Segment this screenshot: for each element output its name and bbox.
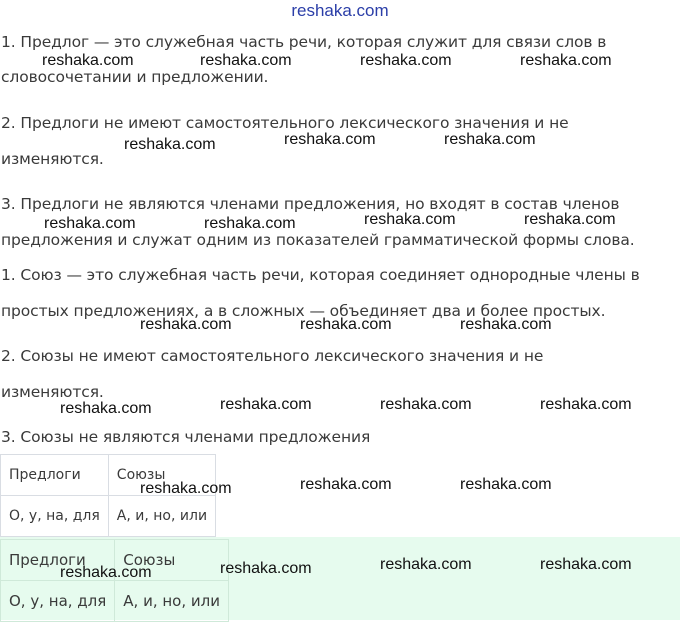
watermark: reshaka.com (140, 316, 232, 333)
watermark: reshaka.com (520, 52, 612, 69)
watermark: reshaka.com (42, 52, 134, 69)
table-header-cell: Союзы (115, 540, 229, 581)
table-header-cell: Союзы (108, 455, 215, 496)
watermark: reshaka.com (540, 556, 632, 573)
watermark: reshaka.com (140, 480, 232, 497)
watermark: reshaka.com (364, 211, 456, 228)
text-line: 2. Союзы не имеют самостоятельного лексического значения и не (1, 347, 544, 365)
watermark: reshaka.com (60, 564, 152, 581)
watermark: reshaka.com (460, 316, 552, 333)
table-cell: А, и, но, или (115, 581, 229, 622)
table-header-cell: Предлоги (1, 540, 115, 581)
table-cell: О, у, на, для (1, 496, 109, 537)
text-line: изменяются. (1, 150, 104, 168)
text-line: 1. Союз — это служебная часть речи, которая соединяет однородные члены в (1, 266, 640, 284)
text-line: предложения и служат одним из показателей грамматической формы слова. (1, 231, 635, 249)
watermark: reshaka.com (540, 396, 632, 413)
site-header-link[interactable]: reshaka.com (291, 1, 389, 20)
text-line: 3. Союзы не являются членами предложения (1, 428, 371, 446)
watermark: reshaka.com (44, 215, 136, 232)
watermark: reshaka.com (300, 316, 392, 333)
watermark: reshaka.com (360, 52, 452, 69)
table-header-cell: Предлоги (1, 455, 109, 496)
watermark: reshaka.com (124, 136, 216, 153)
table-cell: А, и, но, или (108, 496, 215, 537)
table-cell: О, у, на, для (1, 581, 115, 622)
watermark: reshaka.com (200, 52, 292, 69)
watermark: reshaka.com (380, 556, 472, 573)
text-line: 1. Предлог — это служебная часть речи, которая служит для связи слов в (1, 33, 607, 51)
watermark: reshaka.com (220, 560, 312, 577)
text-line: 3. Предлоги не являются членами предложения, но входят в состав членов (1, 195, 620, 213)
text-line: простых предложениях, а в сложных — объединяет два и более простых. (1, 302, 606, 320)
watermark: reshaka.com (220, 396, 312, 413)
table-row (1, 496, 216, 537)
text-line: 2. Предлоги не имеют самостоятельного лексического значения и не (1, 114, 569, 132)
table-row (1, 581, 229, 622)
watermark: reshaka.com (284, 131, 376, 148)
watermark: reshaka.com (444, 131, 536, 148)
text-line: словосочетании и предложении. (1, 68, 269, 86)
watermark: reshaka.com (60, 400, 152, 417)
watermark: reshaka.com (204, 215, 296, 232)
watermark: reshaka.com (300, 476, 392, 493)
watermark: reshaka.com (380, 396, 472, 413)
watermark: reshaka.com (460, 476, 552, 493)
text-line: изменяются. (1, 383, 104, 401)
watermark: reshaka.com (524, 211, 616, 228)
